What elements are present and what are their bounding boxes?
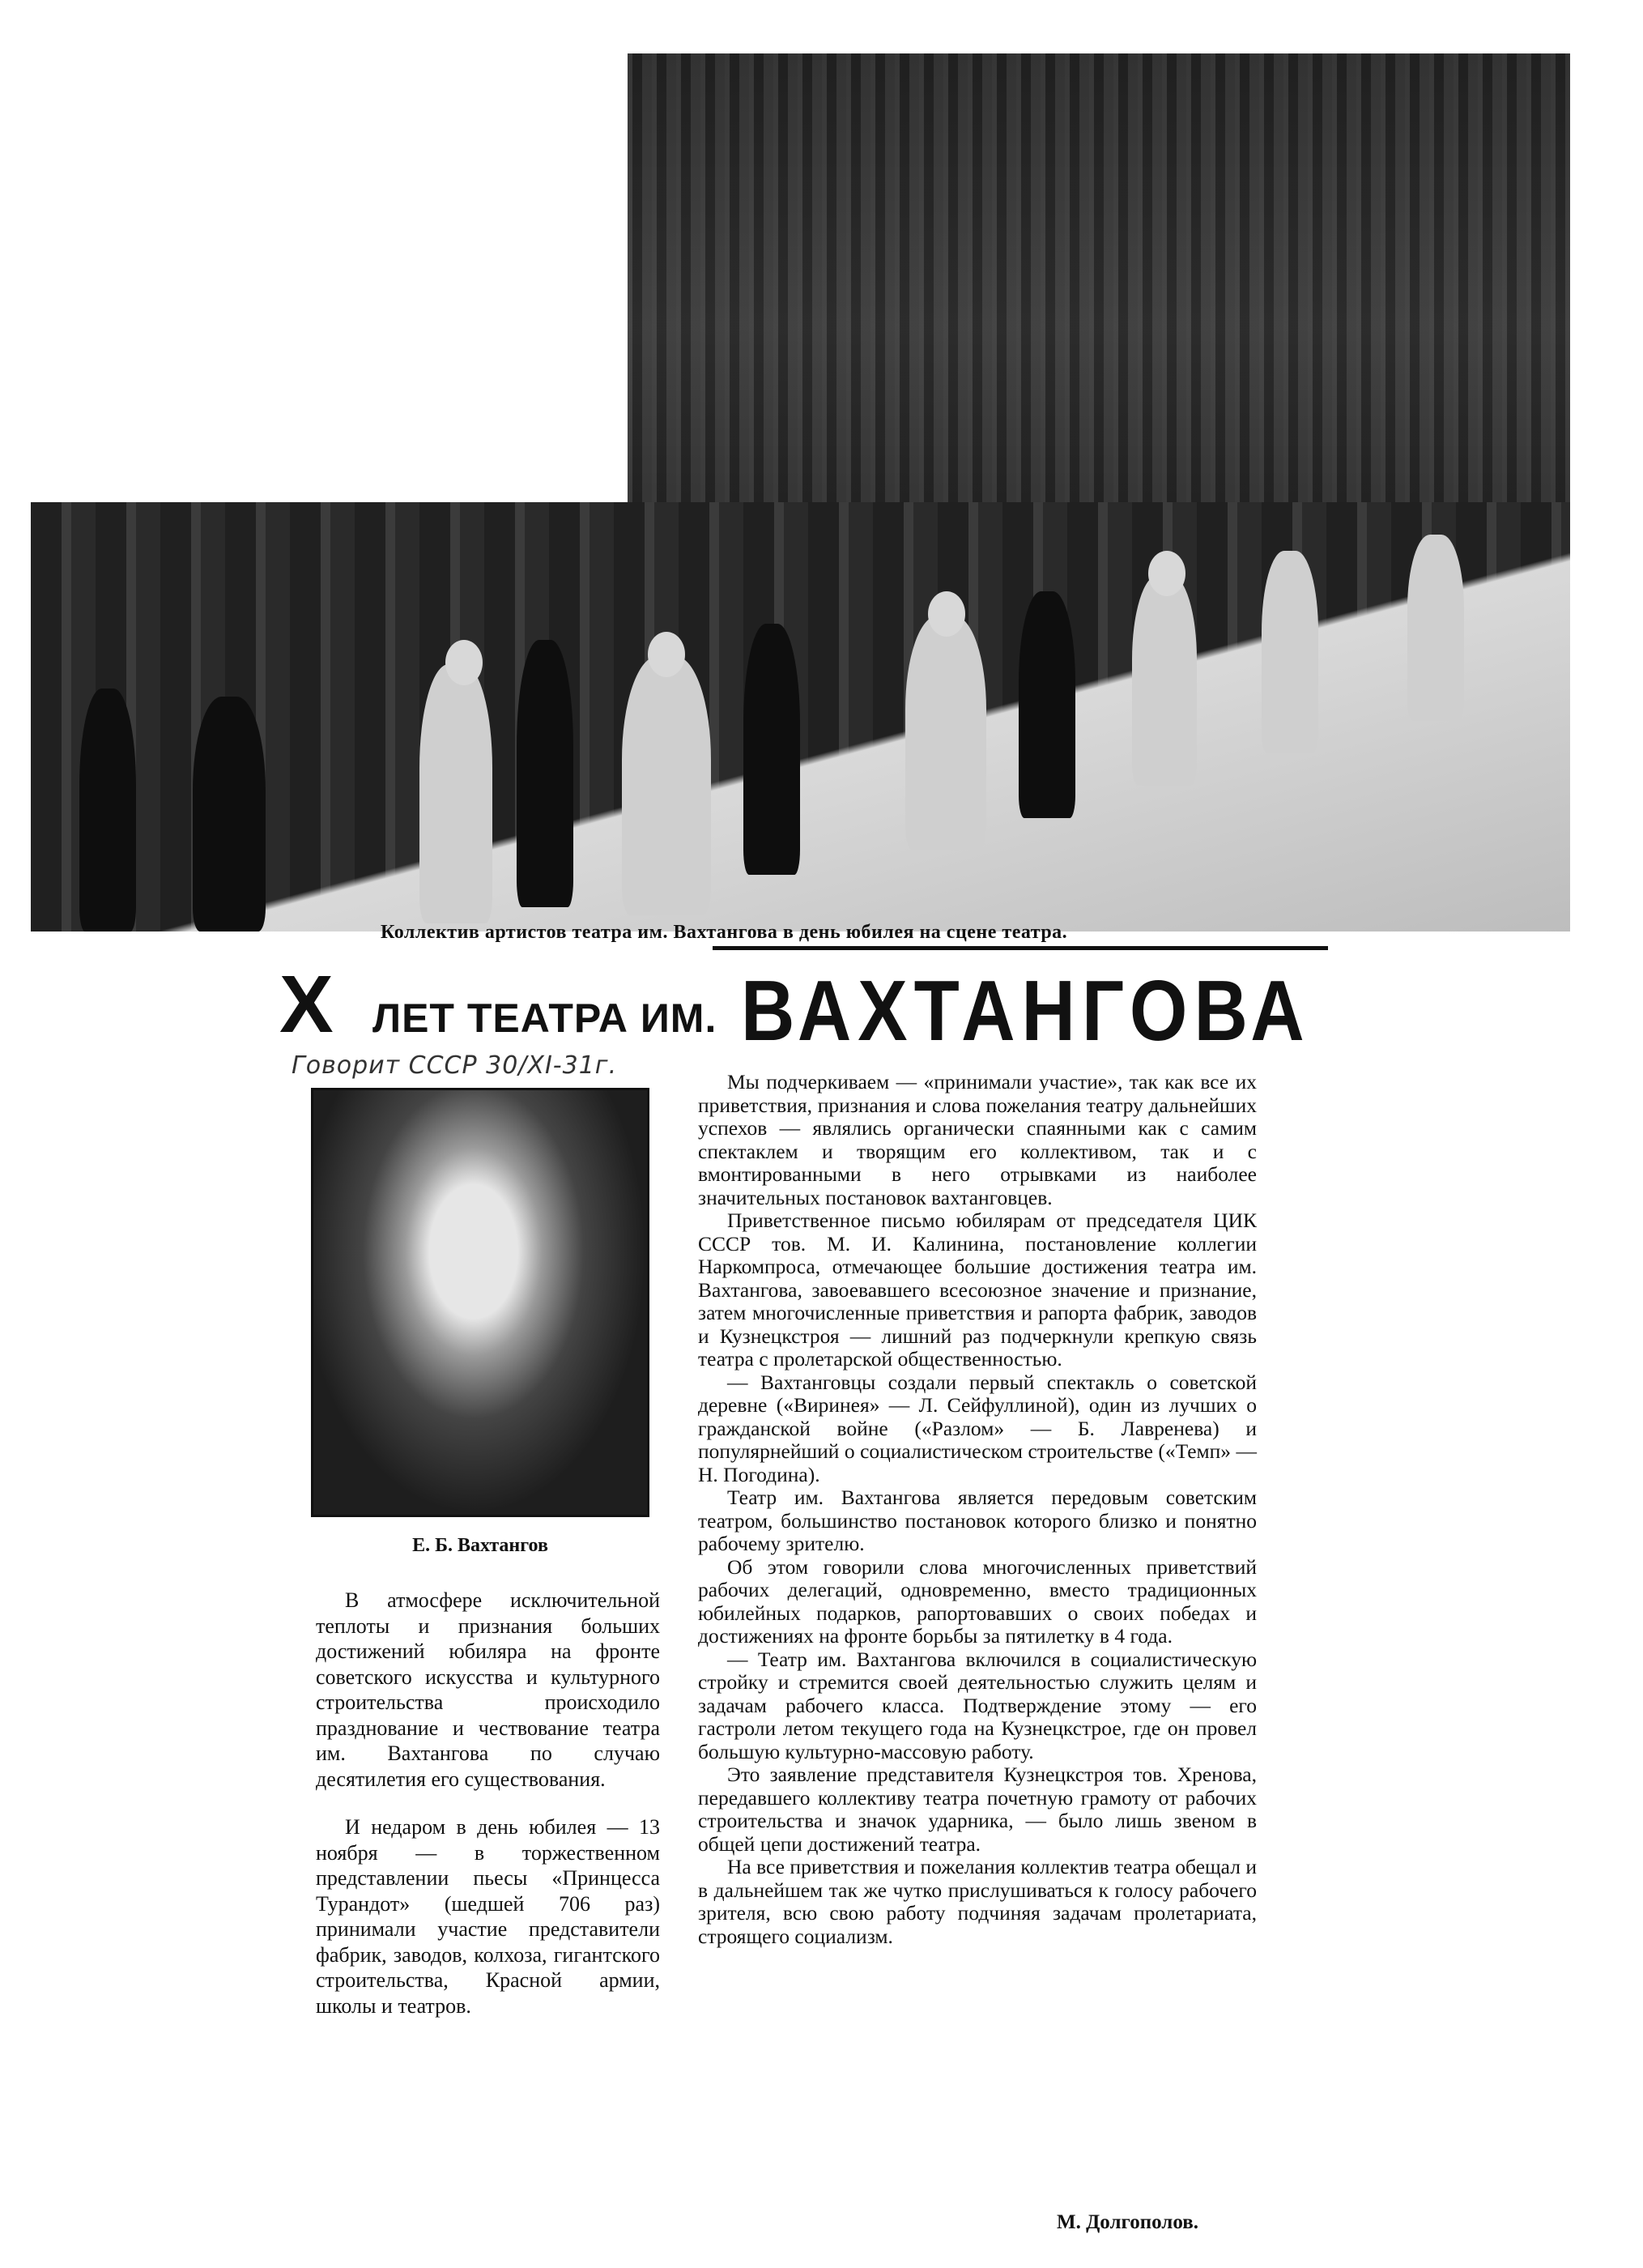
- actor-head: [1148, 551, 1185, 596]
- headline-numeral: X: [279, 959, 334, 1050]
- paragraph: — Театр им. Вахтангова включился в социалистическую стройку и стремится своей деятельностью служить целям и задачам рабочего класса. Подтверждение этому — его гастроли летом текущего года на Кузнецкстрое, где он провел большую культурно-массовую работу.: [698, 1647, 1257, 1763]
- actor-figure: [419, 664, 492, 923]
- author-signature: М. Долгополов.: [1057, 2211, 1198, 2233]
- paragraph: Мы подчеркиваем — «принимали участие», так как все их приветствия, признания и слова пожелания театру дальнейших успехов — являлись органически спаянными как с самим спектаклем и творящим его коллективом, так и с вмонтированными в него отрывками из наиболее значительных постановок вахтанговцев.: [698, 1070, 1257, 1209]
- actor-head: [648, 632, 685, 677]
- vakhtangov-portrait: [311, 1088, 649, 1517]
- paragraph: Это заявление представителя Кузнецкстроя тов. Хренова, передавшего коллективу театра почетную грамоту от рабочих строительства и значок ударника, — было лишь звеном в общей цепи достижений театра.: [698, 1763, 1257, 1856]
- actor-figure: [193, 697, 266, 932]
- article-column-left: [316, 1588, 660, 2019]
- handwritten-note: Говорит СССР 30/XI-31г.: [292, 1051, 618, 1080]
- actor-figure: [1262, 551, 1318, 753]
- paragraph: В атмосфере исключительной теплоты и признания больших достижений юбиляра на фронте советского искусства и культурного строительства происходило празднование и чествование театра им. Вахтангова по случаю десятилетия его существования.: [316, 1588, 660, 1791]
- actor-figure: [1132, 575, 1197, 786]
- paragraph: На все приветствия и пожелания коллектив театра обещал и в дальнейшем так же чутко прислушиваться к голосу рабочего зрителя, всю свою работу подчиняя задачам пролетариата, строящего социализм.: [698, 1855, 1257, 1948]
- photo-caption: Коллектив артистов театра им. Вахтангова в день юбилея на сцене театра.: [381, 922, 1068, 943]
- article-headline: [279, 959, 1311, 1059]
- paragraph: — Вахтанговцы создали первый спектакль о советской деревне («Виринея» — Л. Сейфуллиной), один из лучших о гражданской войне («Разлом» — Б. Лавренева) и популярнейший о социалистическом строительстве («Темп» — Н. Погодина).: [698, 1370, 1257, 1486]
- headline-name: ВАХТАНГОВА: [741, 963, 1311, 1059]
- paragraph: Театр им. Вахтангова является передовым советским театром, большинство постановок которого близко и понятно рабочему зрителю.: [698, 1486, 1257, 1555]
- stage-photo-lower: [31, 502, 1570, 932]
- actor-figure: [622, 656, 711, 915]
- actor-head: [445, 640, 483, 685]
- stage-photo-upper: [628, 53, 1570, 507]
- actor-figure: [1019, 591, 1075, 818]
- actor-figure: [1407, 535, 1464, 721]
- actor-figure: [517, 640, 573, 907]
- portrait-label: Е. Б. Вахтангов: [412, 1535, 548, 1556]
- actor-head: [928, 591, 965, 637]
- paragraph: И недаром в день юбилея — 13 ноября — в торжественном представлении пьесы «Принцесса Турандот» (шедшей 706 раз) принимали участие представители фабрик, заводов, колхоза, гигантского строительства, Красной армии, школы и театров.: [316, 1815, 660, 2018]
- headline-middle: ЛЕТ ТЕАТРА ИМ.: [372, 995, 717, 1041]
- headline-rule: [713, 946, 1328, 950]
- paragraph: Приветственное письмо юбилярам от председателя ЦИК СССР тов. М. И. Калинина, постановление коллегии Наркомпроса, отмечающее большие достижения театра им. Вахтангова, завоевавшего всесоюзное значение и признание, затем многочисленные приветствия и рапорта фабрик, заводов и Кузнецкстроя — лишний раз подчеркнули крепкую связь театра с пролетарской общественностью.: [698, 1209, 1257, 1371]
- actor-figure: [905, 616, 986, 850]
- paragraph: Об этом говорили слова многочисленных приветствий рабочих делегаций, одновременно, вместо традиционных юбилейных подарков, рапортовавших о своих победах и достижениях на фронте борьбы за пятилетку в 4 года.: [698, 1554, 1257, 1648]
- actor-figure: [743, 624, 800, 875]
- article-column-right: [698, 1071, 1257, 1948]
- actor-figure: [79, 688, 136, 932]
